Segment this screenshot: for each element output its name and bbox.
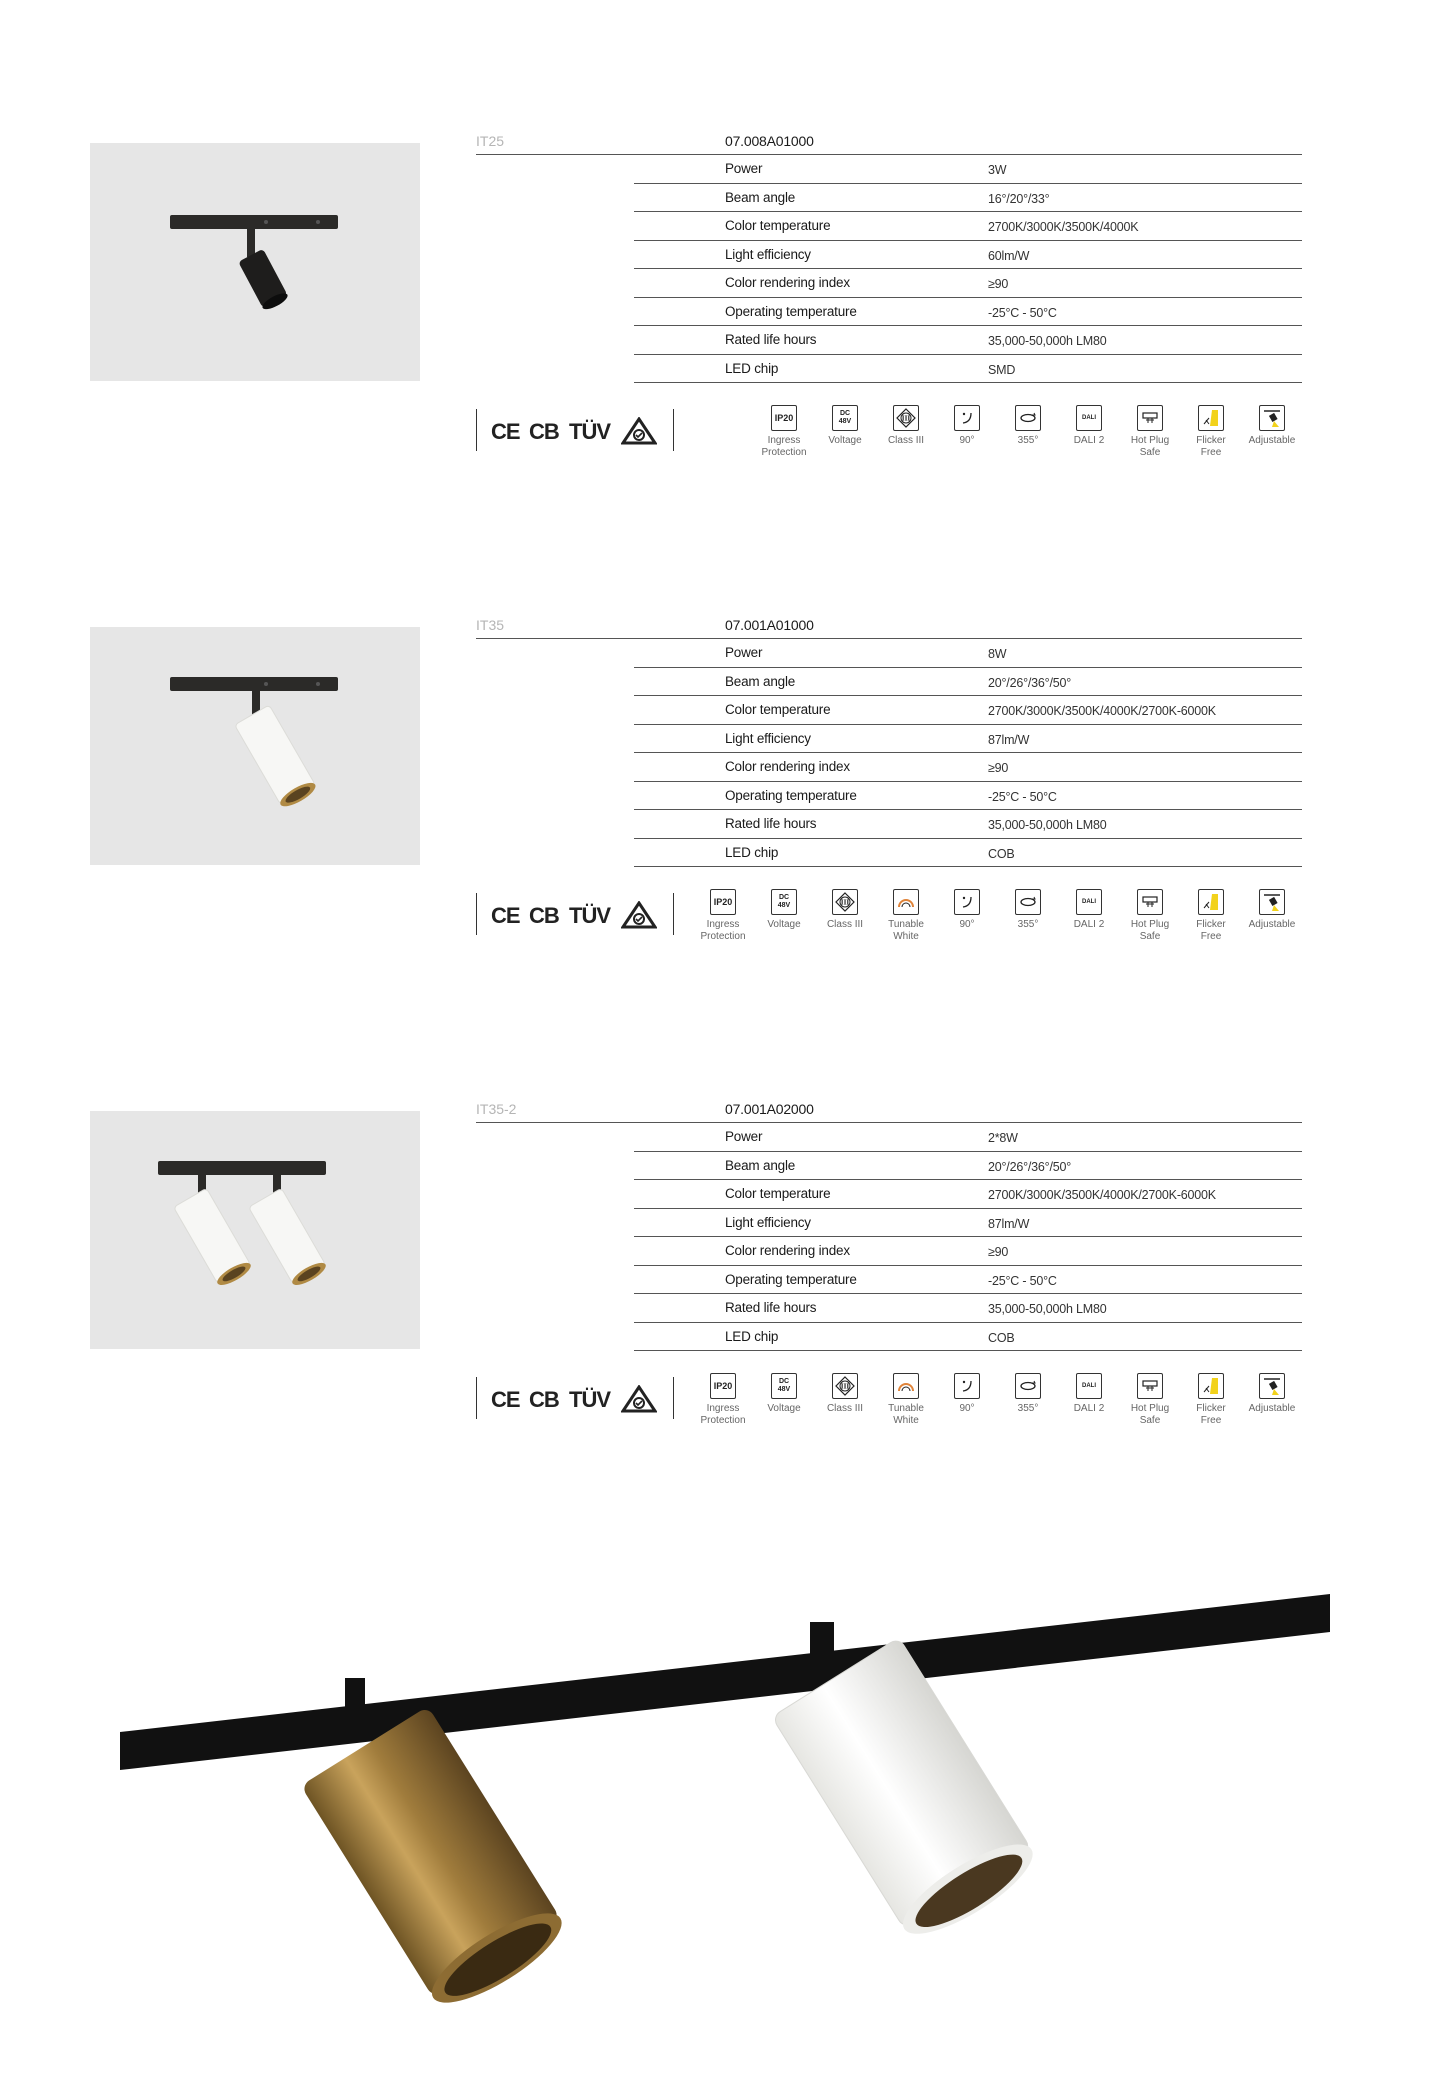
ce-mark: CE	[491, 1387, 520, 1412]
spec-value: 35,000-50,000h LM80	[988, 334, 1107, 348]
spec-label: Color rendering index	[725, 275, 850, 290]
ip20-icon: IP20	[710, 1373, 736, 1399]
tilt-90-icon	[954, 1373, 980, 1399]
feature-label: Voltage	[767, 1403, 801, 1414]
tilt-90-icon	[954, 405, 980, 431]
tuv-mark: TÜV	[569, 419, 610, 444]
spec-value: 3W	[988, 163, 1007, 177]
spec-row-beam-angle	[634, 668, 1302, 697]
spec-label: Color temperature	[725, 218, 831, 233]
spec-value: ≥90	[988, 761, 1009, 775]
product-code: 07.001A01000	[725, 617, 814, 633]
spec-value: ≥90	[988, 277, 1009, 291]
ce-mark: CE	[491, 903, 520, 928]
spec-row-cri	[634, 269, 1302, 298]
model-name: IT35	[476, 617, 505, 633]
feature-label: Class III	[826, 919, 864, 930]
spec-label: LED chip	[725, 1328, 779, 1344]
spec-value: 87lm/W	[988, 1216, 1030, 1231]
spec-value: 87lm/W	[988, 732, 1030, 747]
spec-label: Power	[725, 161, 763, 176]
hot-plug-icon	[1137, 405, 1163, 431]
spec-value: 2*8W	[988, 1131, 1018, 1145]
feature-label: DALI 2	[1073, 435, 1105, 446]
cb-mark: CB	[529, 903, 559, 928]
class-iii-icon	[832, 889, 858, 915]
spec-label: Rated life hours	[725, 1300, 817, 1315]
spec-value: 20°/26°/36°/50°	[988, 675, 1072, 690]
spec-label: Color rendering index	[725, 1243, 850, 1258]
rotate-355-icon	[1015, 405, 1041, 431]
product-photo	[90, 1111, 420, 1349]
spec-row-light-efficiency	[634, 725, 1302, 754]
feature-label: Hot Plug Safe	[1130, 435, 1170, 458]
ip20-icon: IP20	[771, 405, 797, 431]
spec-value: COB	[988, 1330, 1015, 1345]
feature-label: Class III	[826, 1403, 864, 1414]
ce-mark: CE	[491, 419, 520, 444]
feature-icons	[0, 405, 1440, 475]
feature-label: Adjustable	[1248, 435, 1296, 446]
spec-label: LED chip	[725, 844, 779, 860]
spec-label: Rated life hours	[725, 816, 817, 831]
spec-row-cri	[634, 753, 1302, 782]
feature-icons	[0, 889, 1440, 959]
spec-value: ≥90	[988, 1245, 1009, 1259]
product-photo	[90, 143, 420, 381]
spec-label: Operating temperature	[725, 787, 857, 803]
feature-label: Ingress Protection	[700, 919, 746, 942]
feature-label: Adjustable	[1248, 1403, 1296, 1414]
feature-label: Hot Plug Safe	[1130, 1403, 1170, 1426]
tunable-white-icon	[893, 1373, 919, 1399]
dc-48v-icon: DC 48V	[771, 889, 797, 915]
feature-label: Adjustable	[1248, 919, 1296, 930]
feature-label: Class III	[887, 435, 925, 446]
tuv-mark: TÜV	[569, 1387, 610, 1412]
feature-label: 355°	[1017, 435, 1039, 446]
spec-row-power	[634, 1123, 1302, 1152]
spec-label: Light efficiency	[725, 1214, 811, 1230]
spec-row-operating-temperature	[634, 782, 1302, 811]
spec-value: 20°/26°/36°/50°	[988, 1159, 1072, 1174]
spec-row-beam-angle	[634, 184, 1302, 213]
spec-row-light-efficiency	[634, 1209, 1302, 1238]
spec-label: Beam angle	[725, 1157, 796, 1173]
spec-value: COB	[988, 846, 1015, 861]
spec-label: Color temperature	[725, 702, 831, 717]
svg-text:III: III	[840, 899, 850, 907]
spec-row-color-temperature	[634, 1180, 1302, 1209]
spec-value: 2700K/3000K/3500K/4000K	[988, 220, 1139, 234]
spec-value: -25°C - 50°C	[988, 789, 1057, 804]
feature-label: Flicker Free	[1196, 435, 1226, 458]
spec-row-operating-temperature	[634, 298, 1302, 327]
spec-value: -25°C - 50°C	[988, 305, 1057, 320]
feature-label: Hot Plug Safe	[1130, 919, 1170, 942]
flicker-free-icon	[1198, 1373, 1224, 1399]
svg-text:III: III	[840, 1383, 850, 1391]
dc-48v-icon: DC 48V	[832, 405, 858, 431]
spec-label: Light efficiency	[725, 246, 811, 262]
feature-label: Tunable White	[888, 919, 924, 942]
spec-label: Beam angle	[725, 673, 796, 689]
class-iii-icon	[832, 1373, 858, 1399]
spec-table	[634, 1123, 1302, 1351]
flicker-free-icon	[1198, 889, 1224, 915]
spec-table	[634, 639, 1302, 867]
tilt-90-icon	[954, 889, 980, 915]
adjustable-icon	[1259, 889, 1285, 915]
spec-label: Operating temperature	[725, 1271, 857, 1287]
spec-label: Operating temperature	[725, 303, 857, 319]
feature-label: Voltage	[828, 435, 862, 446]
feature-label: DALI 2	[1073, 1403, 1105, 1414]
flicker-free-icon	[1198, 405, 1224, 431]
svg-text:III: III	[901, 415, 911, 423]
model-name: IT25	[476, 133, 505, 149]
spec-row-power	[634, 639, 1302, 668]
spec-row-light-efficiency	[634, 241, 1302, 270]
feature-label: 90°	[959, 1403, 975, 1414]
product-it25	[0, 133, 1440, 493]
product-it35	[0, 617, 1440, 977]
spec-label: Rated life hours	[725, 332, 817, 347]
dali2-icon: DALI	[1076, 1373, 1102, 1399]
adjustable-icon	[1259, 405, 1285, 431]
product-photo	[90, 627, 420, 865]
spec-value: 35,000-50,000h LM80	[988, 818, 1107, 832]
spec-table	[634, 155, 1302, 383]
feature-icons	[0, 1373, 1440, 1443]
feature-label: 90°	[959, 435, 975, 446]
cb-mark: CB	[529, 419, 559, 444]
spec-row-power	[634, 155, 1302, 184]
spec-label: Power	[725, 1129, 763, 1144]
rotate-355-icon	[1015, 1373, 1041, 1399]
spec-value: 8W	[988, 647, 1007, 661]
spec-row-cri	[634, 1237, 1302, 1266]
spec-row-beam-angle	[634, 1152, 1302, 1181]
spec-row-led-chip	[634, 839, 1302, 868]
dali2-icon: DALI	[1076, 405, 1102, 431]
spec-row-color-temperature	[634, 696, 1302, 725]
feature-label: 355°	[1017, 919, 1039, 930]
rotate-355-icon	[1015, 889, 1041, 915]
spec-row-led-chip	[634, 355, 1302, 384]
feature-label: Tunable White	[888, 1403, 924, 1426]
adjustable-icon	[1259, 1373, 1285, 1399]
spec-row-color-temperature	[634, 212, 1302, 241]
spec-value: 60lm/W	[988, 248, 1030, 263]
spec-value: 35,000-50,000h LM80	[988, 1302, 1107, 1316]
dali2-icon: DALI	[1076, 889, 1102, 915]
hot-plug-icon	[1137, 1373, 1163, 1399]
feature-label: 355°	[1017, 1403, 1039, 1414]
spec-value: SMD	[988, 362, 1016, 377]
spec-label: Light efficiency	[725, 730, 811, 746]
product-code: 07.001A02000	[725, 1101, 814, 1117]
spec-label: LED chip	[725, 360, 779, 376]
dc-48v-icon: DC 48V	[771, 1373, 797, 1399]
feature-adjustable	[1232, 405, 1312, 447]
spec-row-rated-life	[634, 810, 1302, 839]
spec-value: 16°/20°/33°	[988, 191, 1050, 206]
feature-label: DALI 2	[1073, 919, 1105, 930]
feature-adjustable	[1232, 1373, 1312, 1415]
spec-row-rated-life	[634, 1294, 1302, 1323]
hero-product-photo	[110, 1580, 1340, 2050]
feature-adjustable	[1232, 889, 1312, 931]
cb-mark: CB	[529, 1387, 559, 1412]
spec-label: Beam angle	[725, 189, 796, 205]
spec-row-operating-temperature	[634, 1266, 1302, 1295]
model-name: IT35-2	[476, 1101, 517, 1117]
feature-label: Flicker Free	[1196, 919, 1226, 942]
tuv-mark: TÜV	[569, 903, 610, 928]
spec-label: Color rendering index	[725, 759, 850, 774]
spec-value: 2700K/3000K/3500K/4000K/2700K-6000K	[988, 1188, 1216, 1202]
spec-row-led-chip	[634, 1323, 1302, 1352]
product-code: 07.008A01000	[725, 133, 814, 149]
class-iii-icon	[893, 405, 919, 431]
spec-label: Power	[725, 645, 763, 660]
feature-label: 90°	[959, 919, 975, 930]
feature-label: Voltage	[767, 919, 801, 930]
feature-label: Ingress Protection	[700, 1403, 746, 1426]
spec-value: 2700K/3000K/3500K/4000K/2700K-6000K	[988, 704, 1216, 718]
feature-label: Flicker Free	[1196, 1403, 1226, 1426]
spec-value: -25°C - 50°C	[988, 1273, 1057, 1288]
spec-label: Color temperature	[725, 1186, 831, 1201]
ip20-icon: IP20	[710, 889, 736, 915]
feature-label: Ingress Protection	[761, 435, 807, 458]
product-it35-2	[0, 1101, 1440, 1461]
hot-plug-icon	[1137, 889, 1163, 915]
spec-row-rated-life	[634, 326, 1302, 355]
tunable-white-icon	[893, 889, 919, 915]
